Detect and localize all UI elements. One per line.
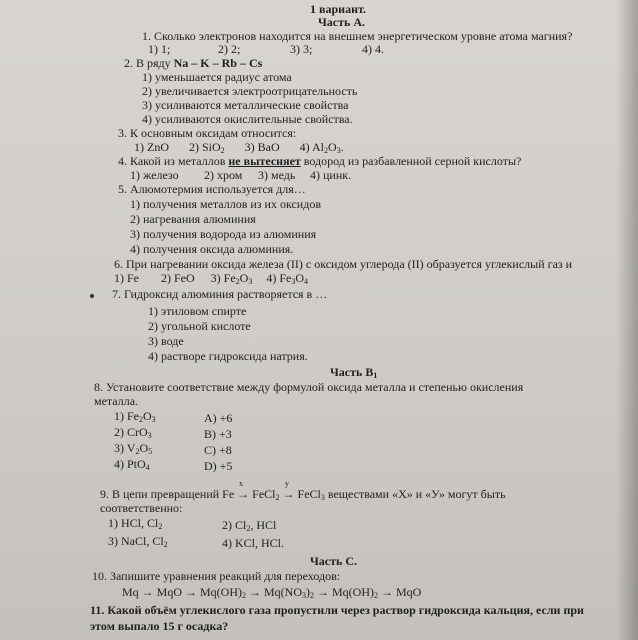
q9-option-2: 2) $Cl_2$, HCl [222, 518, 277, 533]
q9-option-1: 1) HCl, $Cl_2$ [108, 516, 163, 531]
q7-option-1: 1) этиловом спирте [148, 304, 247, 318]
question-11: 11. Какой объём углекислого газа пропустили через раствор гидроксида кальция, если при [90, 603, 584, 617]
q9-label-x: x [239, 479, 243, 488]
q1-option-4: 4) 4. [362, 42, 384, 56]
question-2 [124, 57, 262, 70]
q8-formula-1: 1) $Fe_2O_3$ [114, 409, 156, 424]
q5-option-1: 1) получения металлов из их оксидов [130, 197, 321, 211]
part-b-heading: Часть $В_1$ [330, 365, 378, 380]
q9-option-3: 3) NaCl, $Cl_2$ [108, 534, 168, 549]
q3-option-3: 3) BaO [244, 140, 280, 154]
q5-option-2: 2) нагревания алюминия [130, 212, 256, 226]
q7-option-2: 2) угольной кислоте [148, 319, 251, 333]
q1-option-3: 3) 3; [290, 42, 313, 56]
q8-formula-3: 3) $V_2O_5$ [114, 441, 153, 456]
q8-answer-c: C) +8 [204, 443, 232, 457]
q8-formula-4: 4) PtO$_4$ [114, 457, 150, 472]
q3-option-1: 1) ZnO [134, 140, 169, 154]
question-10: 10. Запишите уравнения реакций для переходов: [92, 569, 341, 583]
q8-answer-d: D) +5 [204, 459, 233, 473]
q8-answer-a: A) +6 [204, 411, 233, 425]
q6-options [114, 272, 308, 288]
q4-option-4: 4) цинк. [310, 168, 352, 182]
q7-option-3: 3) воде [148, 334, 184, 348]
q2-option-1: 1) уменьшается радиус атома [142, 70, 292, 84]
q2-element-series: Na – K – Rb – Cs [173, 56, 263, 70]
question-8: 8. Установите соответствие между формулой оксида металла и степенью окисления [94, 380, 524, 394]
q4-emphasis: не вытесняет [228, 154, 301, 168]
question-8-cont: металла. [94, 394, 139, 408]
q1-option-1: 1) 1; [148, 42, 171, 56]
q6-option-1: 1) Fe [114, 271, 139, 285]
question-11-cont: этом выпало 15 г осадка? [90, 619, 229, 633]
q2-option-2: 2) увеличивается электроотрицательность [142, 84, 358, 98]
q3-option-4: 4) $Al_2O_3$. [299, 140, 344, 155]
q2-option-4: 4) усиливаются окислительные свойства. [142, 112, 353, 126]
q2-option-3: 3) усиливаются металлические свойства [142, 98, 349, 112]
stray-dot [90, 294, 94, 298]
q4-option-1: 1) железо [130, 168, 179, 182]
variant-title: 1 вариант. [310, 2, 366, 16]
question-6: 6. При нагревании оксида железа (II) с оксидом углерода (II) образуется углекислый газ и [114, 257, 573, 271]
q4-option-2: 2) хром [204, 168, 243, 182]
q3-option-2: 2) SiO$_2$ [189, 140, 225, 155]
q8-answer-b: B) +3 [204, 427, 232, 441]
q9-option-4: 4) KCl, HCl. [222, 536, 285, 550]
question-1: 1. Сколько электронов находится на внешнем энергетическом уровне атома магния? [142, 29, 573, 43]
q6-option-3: 3) $Fe_2O_3$ [210, 271, 253, 286]
q1-option-2: 2) 2; [218, 42, 241, 56]
part-c-heading: Часть С. [310, 554, 358, 568]
q4-option-3: 3) медь [258, 168, 296, 182]
question-5: 5. Алюмотермия используется для… [118, 182, 306, 196]
q5-option-4: 4) получения оксида алюминия. [130, 242, 294, 256]
q10-chain: Mq → MqO → $Mq(OH)_2 \to Mq(NO_3)_2 \to Mq(OH)_2$ → MqO [122, 585, 422, 600]
question-9: 9. В цепи превращений Fe → FeCl$_2$ → FeCl$_3$ веществами «X» и «У» могут быть [100, 487, 506, 502]
part-a-heading: Часть А. [318, 15, 366, 29]
q8-formula-2: 2) CrO$_3$ [114, 425, 152, 440]
question-9-cont: соответственно: [100, 501, 183, 515]
q9-label-y: y [285, 479, 289, 488]
q7-option-4: 4) растворе гидроксида натрия. [148, 349, 308, 363]
question-3: 3. К основным оксидам относится: [118, 126, 297, 140]
question-7: 7. Гидроксид алюминия растворяется в … [112, 287, 328, 301]
q5-option-3: 3) получения водорода из алюминия [130, 227, 317, 241]
page-edge-shadow [616, 0, 638, 640]
q2-prefix: 2. В ряду [124, 56, 174, 70]
q6-option-4: 4) $Fe_3O_4$ [266, 271, 309, 286]
worksheet [10, 0, 610, 640]
q6-option-2: 2) FeO [161, 271, 195, 285]
question-4: 4. Какой из металлов не вытесняет водород из разбавленной серной кислоты? [118, 154, 522, 168]
